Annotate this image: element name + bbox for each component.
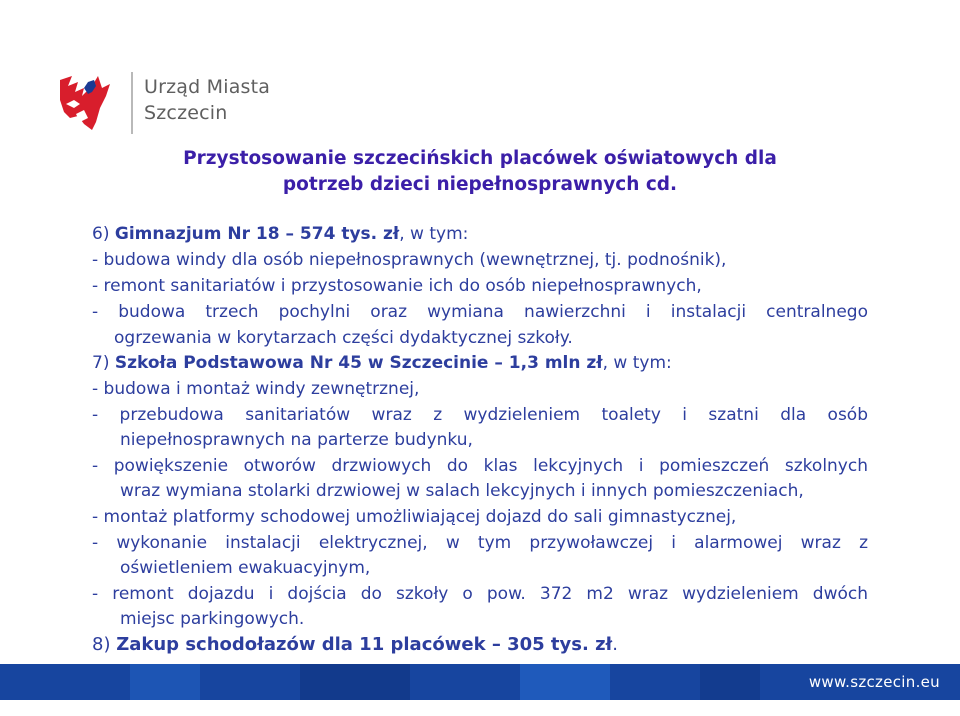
section-7-item: - budowa i montaż windy zewnętrznej, xyxy=(92,379,420,399)
griffin-logo-icon xyxy=(58,74,112,132)
section-6-item-cont: ogrzewania w korytarzach części dydaktycznej szkoły. xyxy=(114,328,573,348)
section-6-name: Gimnazjum Nr 18 – 574 tys. zł xyxy=(114,224,400,244)
section-7-item-cont: wraz wymiana stolarki drzwiowej w salach lekcyjnych i innych pomieszczeniach, xyxy=(120,481,804,501)
slide-title xyxy=(100,146,860,198)
section-6-heading xyxy=(92,222,468,246)
section-7-item: - przebudowa sanitariatów wraz z wydzieleniem toalety i szatni dla osób xyxy=(92,405,868,425)
logo-line-1: Urząd Miasta xyxy=(144,76,271,98)
logo-line-2: Szczecin xyxy=(144,102,228,124)
footer-stripe-segment xyxy=(520,664,610,700)
title-line-1: Przystosowanie szczecińskich placówek oświatowych dla xyxy=(183,148,777,169)
section-7-item: - remont dojazdu i dojścia do szkoły o pow. 372 m2 wraz wydzieleniem dwóch xyxy=(92,584,868,604)
footer-stripe-segment xyxy=(130,664,200,700)
section-6-item: - budowa windy dla osób niepełnosprawnych (wewnętrznej, tj. podnośnik), xyxy=(92,250,727,270)
title-line-2: potrzeb dzieci niepełnosprawnych cd. xyxy=(282,174,678,195)
footer-bottom-margin xyxy=(0,700,960,716)
footer-website-link[interactable]: www.szczecin.eu xyxy=(808,673,940,691)
section-7-item-cont: miejsc parkingowych. xyxy=(120,609,305,629)
section-7-item: - wykonanie instalacji elektrycznej, w tym przywoławczej i alarmowej wraz z xyxy=(92,533,868,553)
section-6-suffix: , w tym: xyxy=(399,224,469,244)
section-8-heading xyxy=(92,633,618,657)
section-7-item-cont: oświetleniem ewakuacyjnym, xyxy=(120,558,371,578)
section-8-number: 8) xyxy=(92,634,117,655)
section-7-item-cont: niepełnosprawnych na parterze budynku, xyxy=(120,430,473,450)
section-7-name: Szkoła Podstawowa Nr 45 w Szczecinie – 1,3 mln zł xyxy=(114,353,603,373)
section-7-number: 7) xyxy=(92,353,115,373)
section-6-item: - remont sanitariatów i przystosowanie ich do osób niepełnosprawnych, xyxy=(92,276,702,296)
section-7-item: - powiększenie otworów drzwiowych do klas lekcyjnych i pomieszczeń szkolnych xyxy=(92,456,868,476)
footer-stripe-segment xyxy=(300,664,410,700)
logo-wordmark xyxy=(144,74,270,126)
footer-stripe-segment xyxy=(700,664,760,700)
section-8-name: Zakup schodołazów dla 11 placówek – 305 tys. zł xyxy=(116,634,613,655)
section-7-item: - montaż platformy schodowej umożliwiającej dojazd do sali gimnastycznej, xyxy=(92,507,737,527)
section-7-suffix: , w tym: xyxy=(602,353,672,373)
section-6-item: - budowa trzech pochylni oraz wymiana nawierzchni i instalacji centralnego xyxy=(92,302,868,322)
logo-divider xyxy=(131,72,133,134)
section-6-number: 6) xyxy=(92,224,115,244)
section-7-heading xyxy=(92,351,672,375)
section-8-suffix: . xyxy=(612,634,618,655)
